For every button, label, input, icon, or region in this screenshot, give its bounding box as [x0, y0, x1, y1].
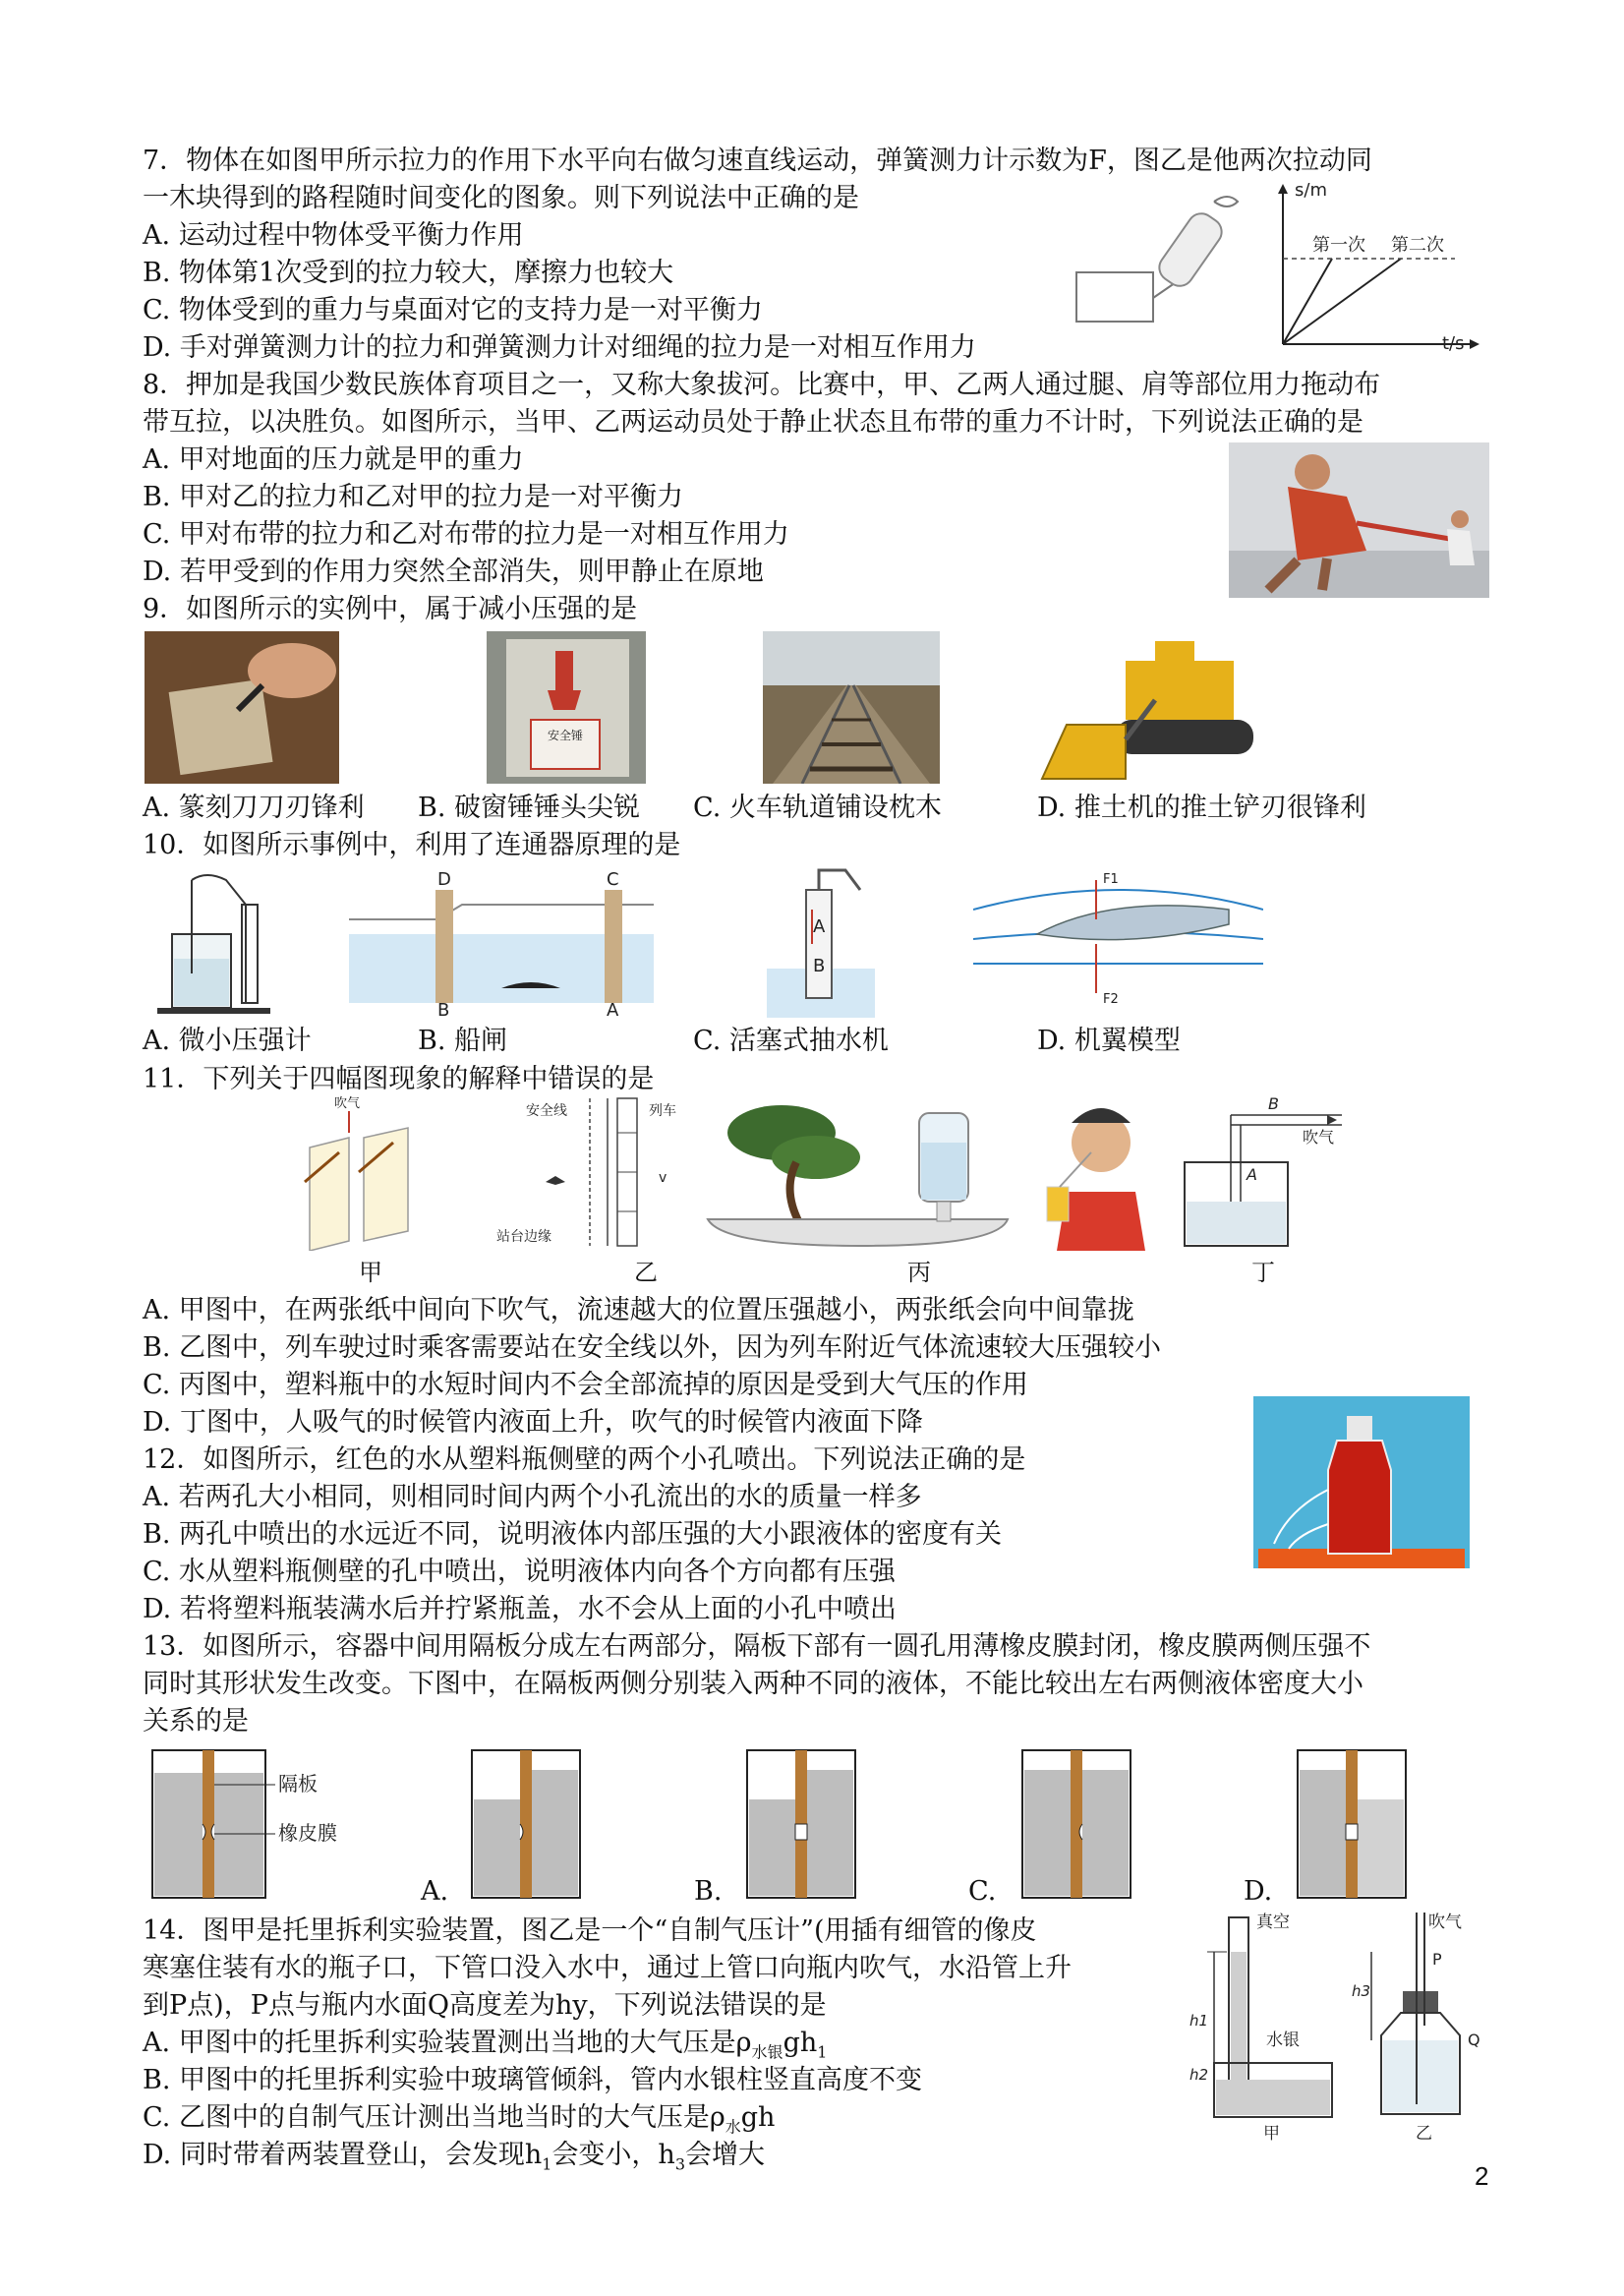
q14-option-d: D. 同时带着两装置登山，会发现$h_1$会变小，$h_3$会增大	[143, 2140, 766, 2174]
torricelli-label-jia: 甲	[1263, 2124, 1280, 2144]
q13-line-1: 13．如图所示，容器中间用隔板分成左右两部分，隔板下部有一圆孔用薄橡皮膜封闭，橡皮膜两侧压强不	[143, 1631, 1371, 1662]
q7-option-a: A. 运动过程中物体受平衡力作用	[143, 220, 524, 251]
q10-stem: 10．如图所示事例中，利用了连通器原理的是	[143, 830, 681, 860]
q14-option-b: B. 甲图中的托里拆利实验中玻璃管倾斜，管内水银柱竖直高度不变	[143, 2065, 923, 2095]
q14-option-a: A. 甲图中的托里拆利实验装置测出当地的大气压是$\rho_{水银}gh_1$	[143, 2028, 828, 2062]
q11-label-yi: 乙	[634, 1259, 658, 1286]
graph-line-second	[1283, 259, 1401, 344]
graph-ylabel: s/m	[1295, 182, 1327, 201]
q11-label-bing: 丙	[907, 1259, 931, 1286]
q8-tug-photo	[1229, 442, 1489, 598]
q9-option-b: B. 破窗锤锤头尖锐	[418, 793, 641, 823]
q12-option-d: D. 若将塑料瓶装满水后并拧紧瓶盖，水不会从上面的小孔中喷出	[143, 1594, 897, 1624]
q7-line-1: 7．物体在如图甲所示拉力的作用下水平向右做匀速直线运动，弹簧测力计示数为F，图乙是他两次拉动同	[143, 146, 1372, 176]
torricelli-label-h2: h2	[1189, 2066, 1209, 2084]
q14-line-1: 14．图甲是托里拆利实验装置，图乙是一个“自制气压计”(用插有细管的像皮	[143, 1915, 1037, 1946]
q7-spring-scale-figure	[1067, 182, 1273, 329]
barometer-label-q: Q	[1468, 2031, 1480, 2049]
q13-option-c: C.	[968, 1876, 997, 1907]
q11-option-a: A. 甲图中，在两张纸中间向下吹气，流速越大的位置压强越小，两张纸会向中间靠拢	[143, 1295, 1134, 1325]
q7-option-b: B. 物体第1次受到的拉力较大，摩擦力也较大	[143, 258, 674, 288]
q12-option-c: C. 水从塑料瓶侧壁的孔中喷出，说明液体内向各个方向都有压强	[143, 1557, 896, 1587]
q11-bottle-figure	[703, 1093, 1017, 1251]
q10-wing-model-figure	[973, 865, 1263, 1018]
q7-option-c: C. 物体受到的重力与桌面对它的支持力是一对平衡力	[143, 295, 763, 325]
tube-label-blow: 吹气	[1303, 1128, 1335, 1147]
torricelli-label-h1: h1	[1189, 2012, 1209, 2030]
graph-label-first: 第一次	[1312, 235, 1365, 256]
q11-option-d: D. 丁图中，人吸气的时候管内液面上升，吹气的时候管内液面下降	[143, 1407, 923, 1438]
q8-line-2: 带互拉，以决胜负。如图所示，当甲、乙两运动员处于静止状态且布带的重力不计时，下列说法正确的是	[143, 407, 1363, 438]
q11-label-jia: 甲	[359, 1259, 382, 1286]
barometer-label-yi: 乙	[1416, 2124, 1432, 2144]
q10-ship-lock-figure	[349, 865, 654, 1018]
q11-boy-figure	[1042, 1093, 1165, 1251]
q9-option-a: A. 篆刻刀刀刃锋利	[143, 793, 365, 823]
pump-label-a: A	[813, 916, 826, 937]
q13-label-board: 隔板	[278, 1772, 318, 1796]
torricelli-label-vacuum: 真空	[1256, 1913, 1290, 1932]
q11-train-figure	[492, 1093, 688, 1251]
q13-container-b	[742, 1745, 860, 1903]
q9-option-d: D. 推土机的推土铲刃很锋利	[1037, 793, 1366, 823]
tube-label-a: A	[1247, 1165, 1257, 1184]
q13-container-c	[1017, 1745, 1135, 1903]
q11-stem: 11．下列关于四幅图现象的解释中错误的是	[143, 1064, 655, 1094]
q14-torricelli-figure	[1180, 1908, 1337, 2144]
q13-label-membrane: 橡皮膜	[278, 1821, 337, 1845]
q14-homemade-barometer-figure	[1352, 1908, 1489, 2144]
lock-label-a: A	[607, 1000, 619, 1018]
q8-option-c: C. 甲对布带的拉力和乙对布带的拉力是一对相互作用力	[143, 519, 789, 550]
q10-piston-pump-figure	[767, 865, 875, 1018]
graph-line-first	[1283, 259, 1332, 344]
q14-line-3: 到P点)，P点与瓶内水面Q高度差为hy，下列说法错误的是	[143, 1990, 827, 2021]
paper-blow-label: 吹气	[334, 1096, 361, 1111]
q12-stem: 12．如图所示，红色的水从塑料瓶侧壁的两个小孔喷出。下列说法正确的是	[143, 1444, 1026, 1475]
q10-pressure-gauge-figure	[147, 865, 275, 1018]
graph-label-second: 第二次	[1391, 235, 1444, 256]
lock-label-d: D	[437, 869, 451, 890]
q9-railway-photo	[763, 631, 940, 784]
q9-option-c: C. 火车轨道铺设枕木	[693, 793, 942, 823]
q10-option-d: D. 机翼模型	[1037, 1026, 1181, 1056]
q13-line-3: 关系的是	[143, 1706, 249, 1737]
lock-label-c: C	[607, 869, 619, 890]
q12-option-b: B. 两孔中喷出的水远近不同，说明液体内部压强的大小跟液体的密度有关	[143, 1519, 1003, 1550]
q11-option-b: B. 乙图中，列车驶过时乘客需要站在安全线以外，因为列车附近气体流速较大压强较小	[143, 1332, 1162, 1363]
q9-sign-text: 安全锤	[547, 729, 584, 742]
q9-window-hammer-photo	[487, 631, 646, 784]
q13-container-d	[1293, 1745, 1411, 1903]
pump-label-b: B	[813, 956, 826, 976]
graph-xlabel: t/s	[1442, 333, 1465, 354]
q11-paper-figure	[290, 1093, 433, 1251]
q14-line-2: 寒塞住装有水的瓶子口，下管口没入水中，通过上管口向瓶内吹气，水沿管上升	[143, 1953, 1072, 1983]
q10-option-c: C. 活塞式抽水机	[693, 1026, 889, 1056]
barometer-label-h3: h3	[1352, 1982, 1371, 2000]
barometer-label-p: P	[1432, 1950, 1442, 1969]
q7-option-d: D. 手对弹簧测力计的拉力和弹簧测力计对细绳的拉力是一对相互作用力	[143, 332, 976, 363]
q12-option-a: A. 若两孔大小相同，则相同时间内两个小孔流出的水的质量一样多	[143, 1482, 922, 1512]
tube-label-b: B	[1268, 1094, 1279, 1113]
q8-line-1: 8．押加是我国少数民族体育项目之一，又称大象拔河。比赛中，甲、乙两人通过腿、肩等部位用力拖动布	[143, 370, 1381, 400]
train-label-safety: 安全线	[526, 1103, 567, 1119]
q10-option-b: B. 船闸	[418, 1026, 508, 1056]
q10-option-a: A. 微小压强计	[143, 1026, 312, 1056]
q9-stem: 9．如图所示的实例中，属于减小压强的是	[143, 594, 638, 624]
q8-option-d: D. 若甲受到的作用力突然全部消失，则甲静止在原地	[143, 557, 764, 587]
q13-option-a: A.	[421, 1876, 449, 1907]
q13-container-main	[147, 1745, 383, 1903]
q7-line-2: 一木块得到的路程随时间变化的图象。则下列说法中正确的是	[143, 183, 859, 213]
train-label-edge: 站台边缘	[496, 1229, 551, 1245]
q13-container-a	[467, 1745, 585, 1903]
q11-blow-tube-figure	[1170, 1093, 1342, 1251]
page-number: 2	[1475, 2161, 1489, 2191]
torricelli-label-mercury: 水银	[1266, 2031, 1300, 2050]
q13-option-b: B.	[694, 1876, 723, 1907]
q7-distance-time-graph	[1273, 182, 1489, 354]
train-label-train: 列车	[649, 1103, 676, 1119]
q11-option-c: C. 丙图中，塑料瓶中的水短时间内不会全部流掉的原因是受到大气压的作用	[143, 1370, 1028, 1400]
q9-bulldozer-photo	[1037, 631, 1283, 784]
q12-bottle-photo	[1253, 1396, 1470, 1568]
q8-option-b: B. 甲对乙的拉力和乙对甲的拉力是一对平衡力	[143, 482, 684, 512]
q11-label-ding: 丁	[1251, 1259, 1275, 1286]
q13-option-d: D.	[1244, 1876, 1273, 1907]
q13-line-2: 同时其形状发生改变。下图中，在隔板两侧分别装入两种不同的液体，不能比较出左右两侧液体密度大小	[143, 1669, 1363, 1699]
wing-label-f2: F2	[1103, 992, 1119, 1007]
q9-carving-knife-photo	[145, 631, 339, 784]
wing-label-f1: F1	[1103, 872, 1119, 887]
train-label-v: v	[659, 1170, 667, 1186]
barometer-label-blow: 吹气	[1428, 1913, 1462, 1932]
lock-label-b: B	[437, 1000, 450, 1018]
q14-option-c: C. 乙图中的自制气压计测出当地当时的大气压是$\rho_水gh$	[143, 2102, 776, 2137]
q8-option-a: A. 甲对地面的压力就是甲的重力	[143, 444, 524, 475]
